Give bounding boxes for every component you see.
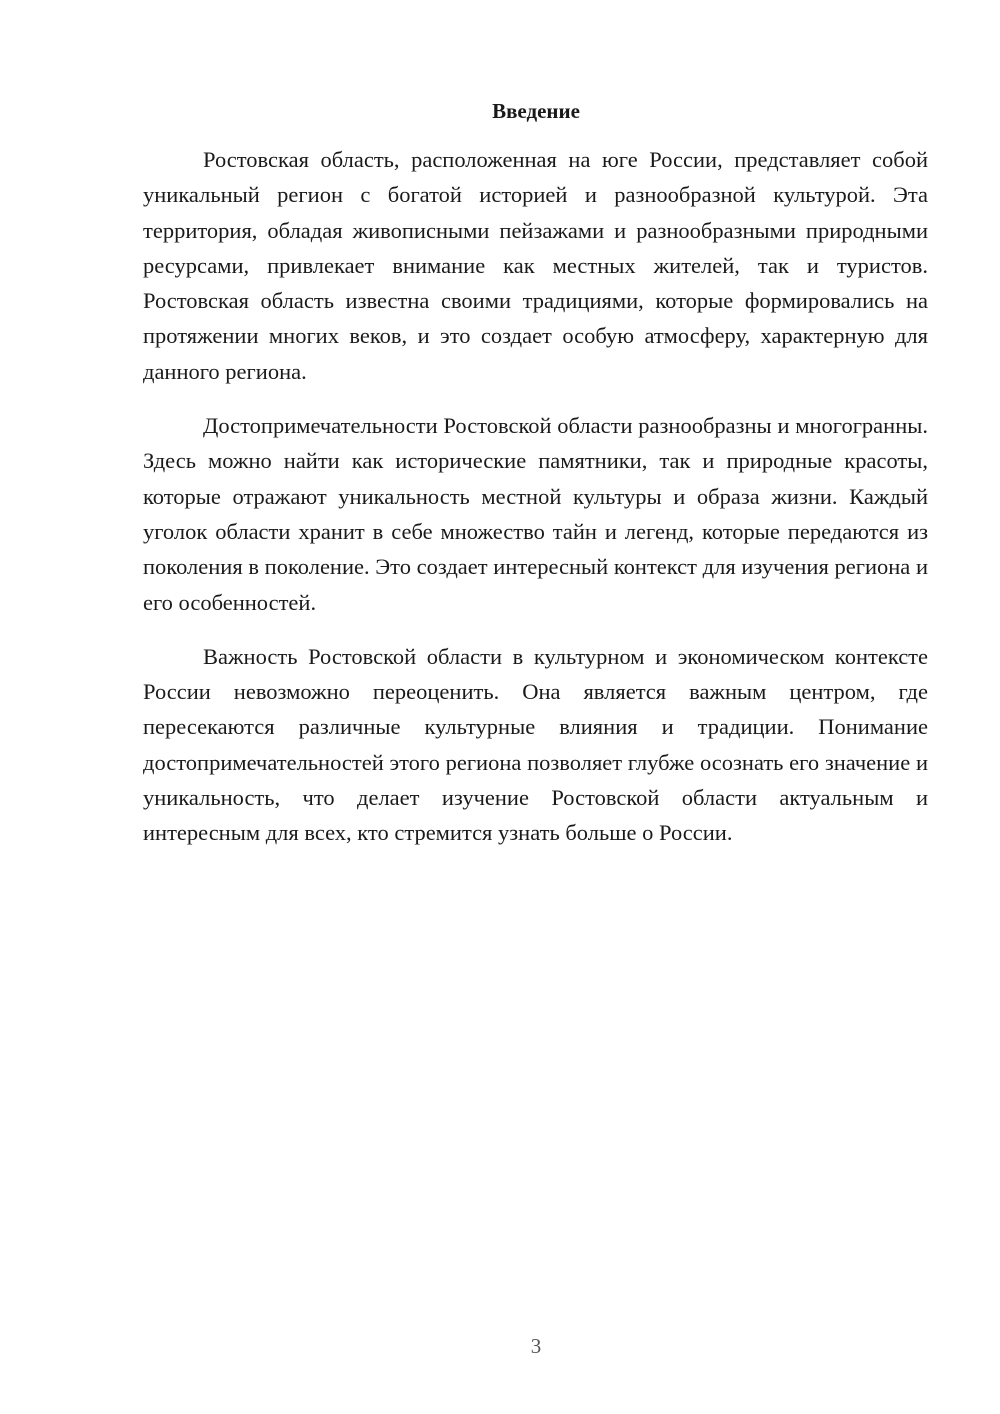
body-text xyxy=(143,142,928,870)
page-number: 3 xyxy=(530,1334,542,1358)
paragraph-1: Ростовская область, расположенная на юге России, представляет собой уникальный регион с богатой историей и разнообразной культурой. Эта территория, обладая живописными пейзажами и разнообразными природными ресурсами, привлекает внимание как местных жителей, так и туристов. Ростовская область известна своими традициями, которые формировались на протяжении многих веков, и это создает особую атмосферу, характерную для данного региона. xyxy=(143,147,928,384)
paragraph-2: Достопримечательности Ростовской области разнообразны и многогранны. Здесь можно найти как исторические памятники, так и природные красоты, которые отражают уникальность местной культуры и образа жизни. Каждый уголок области хранит в себе множество тайн и легенд, которые передаются из поколения в поколение. Это создает интересный контекст для изучения региона и его особенностей. xyxy=(143,413,928,615)
paragraph-3: Важность Ростовской области в культурном и экономическом контексте России невозможно переоценить. Она является важным центром, где пересекаются различные культурные влияния и традиции. Понимание достопримечательностей этого региона позволяет глубже осознать его значение и уникальность, что делает изучение Ростовской области актуальным и интересным для всех, кто стремится узнать больше о России. xyxy=(143,643,928,846)
section-heading: Введение xyxy=(492,99,580,123)
